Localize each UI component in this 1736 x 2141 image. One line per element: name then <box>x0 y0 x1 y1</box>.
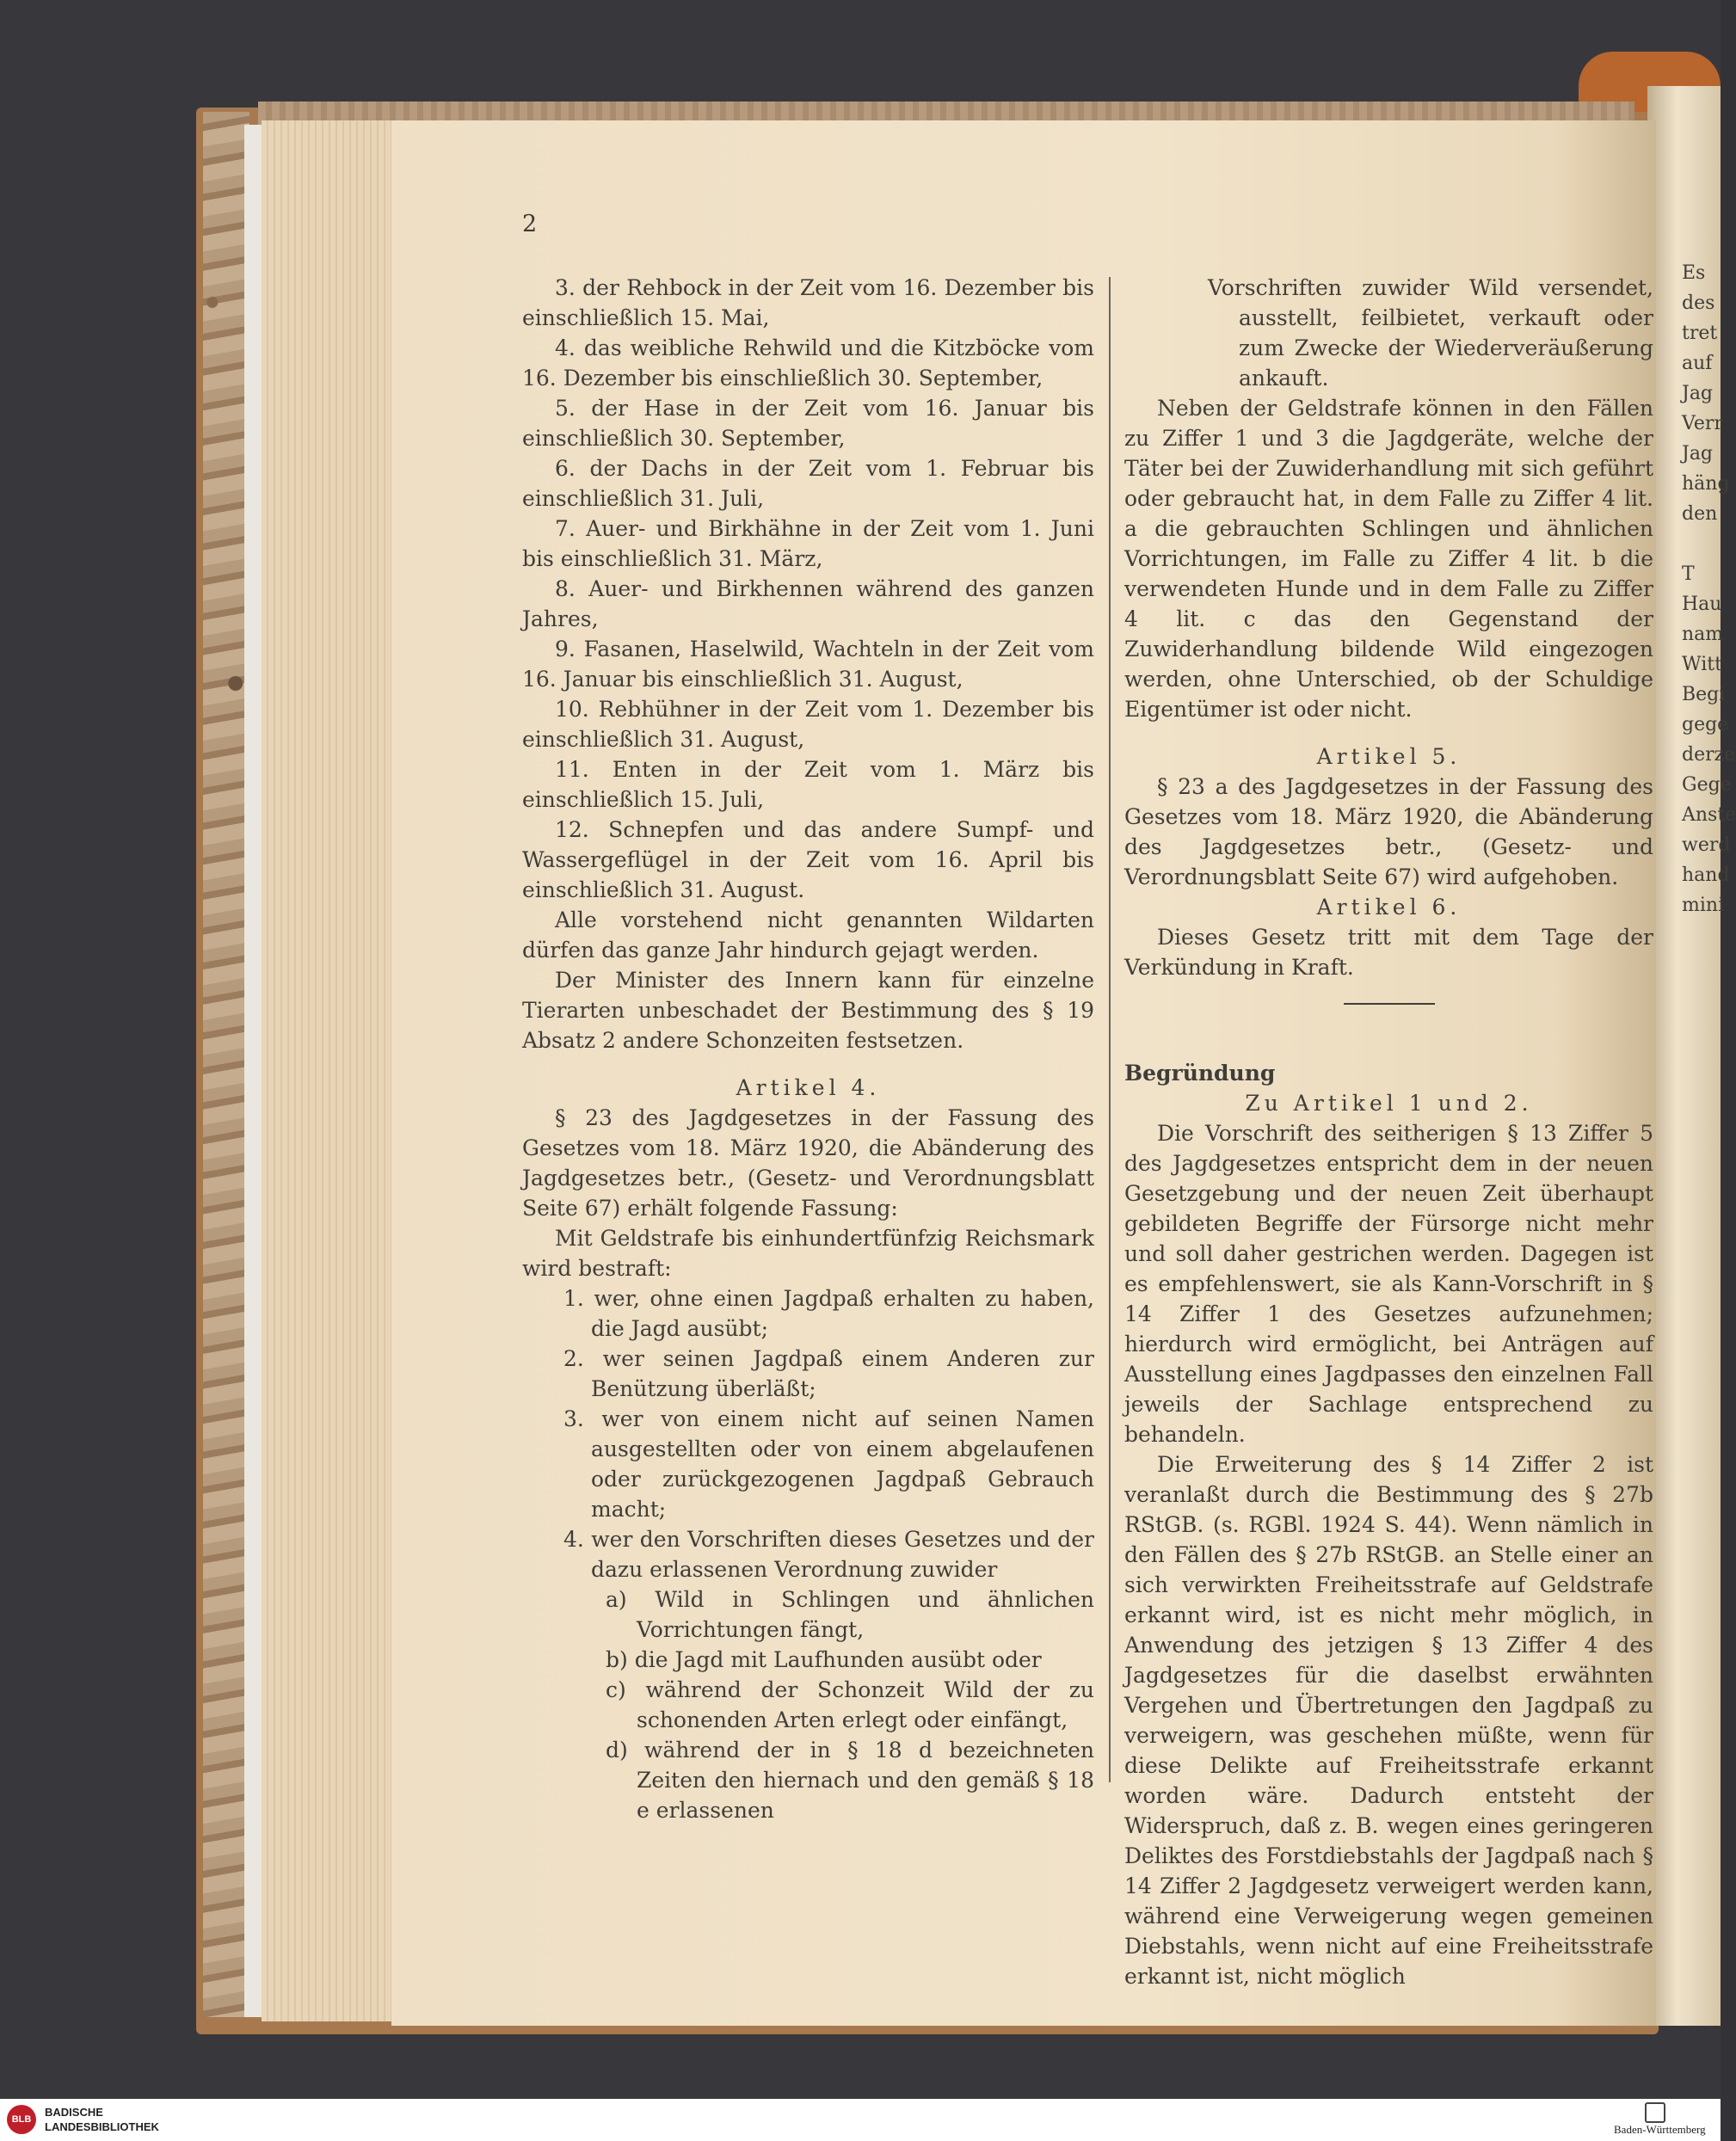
sub-list-item: a) Wild in Schlingen und ähnlichen Vorrichtungen fängt, <box>606 1587 1094 1642</box>
state-name: Baden-Württemberg <box>1614 2123 1706 2136</box>
page-edges <box>262 120 399 2021</box>
spacer <box>1124 724 1653 741</box>
facing-page-fragment: häng <box>1682 473 1730 495</box>
paragraph: 6. der Dachs in der Zeit vom 1. Februar bis einschließlich 31. Juli, <box>522 456 1094 511</box>
marbled-endpaper <box>203 112 249 2017</box>
page-number: 2 <box>522 211 538 237</box>
list-item: 4. wer den Vorschriften dieses Gesetzes und der dazu erlassenen Verordnung zuwider <box>563 1527 1094 1582</box>
facing-page-fragment: Es <box>1682 262 1706 284</box>
facing-page-fragment: T <box>1682 563 1695 585</box>
page-strip <box>244 125 263 2017</box>
facing-page-fragment: werd <box>1682 834 1731 856</box>
blb-logo-icon[interactable]: BLB <box>7 2105 36 2134</box>
library-name <box>45 2105 159 2134</box>
facing-page-fragment: des <box>1682 292 1715 314</box>
paragraph: Die Erweiterung des § 14 Ziffer 2 ist veranlaßt durch die Bestimmung des § 27b RStGB. (s. RGBl. 1924 S. 44). Wenn nämlich in den Fällen des § 27b RStGB. an Stelle einer an sich verwirkten Freiheitsstrafe auf Geldstrafe erkannt wird, ist es nicht mehr möglich, in Anwendung des jetzigen § 13 Ziffer 4 des Jagdgesetzes für die daselbst erwähnten Vergehen und Übertretungen den Jagdpaß zu verweigern, was geschehen müßte, wenn für diese Delikte auf Freiheitsstrafe erkannt worden wäre. Dadurch entsteht der Widerspruch, daß z. B. wegen eines geringeren Deliktes des Forstdiebstahls der Jagdpaß nach § 14 Ziffer 2 Jagdgesetz verweigert werden kann, während eine Verweigerung wegen gemeinen Diebstahls, wenn nicht auf eine Freiheitsstrafe erkannt ist, nicht möglich <box>1124 1452 1653 1989</box>
facing-page-fragment: Witt <box>1682 654 1722 675</box>
paragraph: 9. Fasanen, Haselwild, Wachteln in der Zeit vom 16. Januar bis einschließlich 31. August, <box>522 637 1094 692</box>
paragraph: 11. Enten in der Zeit vom 1. März bis einschließlich 15. Juli, <box>522 757 1094 812</box>
list-item: 3. wer von einem nicht auf seinen Namen ausgestellten oder von einem abgelaufenen oder zurückgezogenen Jagdpaß Gebrauch macht; <box>563 1406 1094 1522</box>
list-item: 1. wer, ohne einen Jagdpaß erhalten zu haben, die Jagd ausübt; <box>563 1286 1094 1341</box>
facing-page-fragment: derze <box>1682 744 1736 766</box>
facing-page-fragment: Jag <box>1682 443 1714 464</box>
left-text-column <box>522 273 1094 1825</box>
facing-page-fragment: auf <box>1682 353 1713 374</box>
paragraph: Der Minister des Innern kann für einzelne Tierarten unbeschadet der Bestimmung des § 19 Absatz 2 andere Schonzeiten festsetzen. <box>522 968 1094 1053</box>
facing-page-fragment: Gege <box>1682 774 1732 796</box>
right-text-column <box>1124 273 1653 1991</box>
footer-bar <box>0 2099 1721 2141</box>
facing-page-fragment: Hau <box>1682 594 1722 615</box>
paragraph: 4. das weibliche Rehwild und die Kitzböcke vom 16. Dezember bis einschließlich 30. September, <box>522 335 1094 391</box>
facing-page-fragment <box>1682 529 1721 559</box>
article-heading: Artikel 5. <box>1316 744 1462 769</box>
facing-page-fragment: Begi <box>1682 684 1726 705</box>
facing-page-fragment: Verr <box>1682 413 1723 434</box>
paragraph: 5. der Hase in der Zeit vom 16. Januar bis einschließlich 30. September, <box>522 396 1094 451</box>
facing-page-fragment: mini <box>1682 895 1725 916</box>
paragraph: § 23 a des Jagdgesetzes in der Fassung des Gesetzes vom 18. März 1920, die Abänderung des Jagdgesetzes betr., (Gesetz- und Verordnungsblatt Seite 67) wird aufgehoben. <box>1124 774 1653 889</box>
paragraph: 10. Rebhühner in der Zeit vom 1. Dezember bis einschließlich 31. August, <box>522 697 1094 752</box>
article-heading: Zu Artikel 1 und 2. <box>1245 1091 1533 1116</box>
column-divider <box>1109 277 1111 1782</box>
paragraph: § 23 des Jagdgesetzes in der Fassung des Gesetzes vom 18. März 1920, die Abänderung des Jagdgesetzes betr., (Gesetz- und Verordnungsblatt Seite 67) erhält folgende Fassung: <box>522 1105 1094 1221</box>
facing-page-fragment: hand <box>1682 864 1730 886</box>
article-heading: Artikel 4. <box>736 1075 881 1100</box>
section-rule <box>1344 1003 1435 1005</box>
paragraph: Dieses Gesetz tritt mit dem Tage der Verkündung in Kraft. <box>1124 925 1653 980</box>
library-name-line1: BADISCHE <box>45 2106 103 2119</box>
sub-list-item: c) während der Schonzeit Wild der zu schonenden Arten erlegt oder einfängt, <box>606 1677 1094 1732</box>
paragraph: Mit Geldstrafe bis einhundertfünfzig Reichsmark wird bestraft: <box>522 1226 1094 1281</box>
paragraph: 12. Schnepfen und das andere Sumpf- und Wassergeflügel in der Zeit vom 16. April bis einschließlich 31. August. <box>522 817 1094 902</box>
coat-of-arms-icon <box>1645 2102 1665 2123</box>
list-item: 2. wer seinen Jagdpaß einem Anderen zur Benützung überläßt; <box>563 1346 1094 1401</box>
paragraph: 8. Auer- und Birkhennen während des ganzen Jahres, <box>522 576 1094 631</box>
paragraph: Alle vorstehend nicht genannten Wildarten dürfen das ganze Jahr hindurch gejagt werden. <box>522 907 1094 963</box>
sub-list-item: b) die Jagd mit Laufhunden ausübt oder <box>606 1647 1042 1672</box>
spacer <box>522 1055 1094 1073</box>
section-heading: Begründung <box>1124 1061 1276 1086</box>
sub-list-item: d) während der in § 18 d bezeichneten Zeiten den hiernach und den gemäß § 18 e erlassenen <box>606 1738 1094 1823</box>
paragraph: 3. der Rehbock in der Zeit vom 16. Dezember bis einschließlich 15. Mai, <box>522 275 1094 330</box>
sub-list-item: Vorschriften zuwider Wild versendet, ausstellt, feilbietet, verkauft oder zum Zwecke der Wiederveräußerung ankauft. <box>1208 275 1653 391</box>
library-name-line2: LANDESBIBLIOTHEK <box>45 2120 159 2133</box>
facing-page-fragment: nam <box>1682 624 1724 645</box>
paragraph: Neben der Geldstrafe können in den Fällen zu Ziffer 1 und 3 die Jagdgeräte, welche der Täter bei der Zuwiderhandlung mit sich geführt oder gebraucht hat, in dem Falle zu Ziffer 4 lit. a die gebrauchten Schlingen und ähnlichen Vorrichtungen, im Falle zu Ziffer 4 lit. b die verwendeten Hunde und in dem Falle zu Ziffer 4 lit. c das den Gegenstand der Zuwiderhandlung bildende Wild eingezogen werden, ohne Unterschied, ob der Schuldige Eigentümer ist oder nicht. <box>1124 396 1653 722</box>
facing-page-fragment: den <box>1682 503 1718 525</box>
paragraph: 7. Auer- und Birkhähne in der Zeit vom 1. Juni bis einschließlich 31. März, <box>522 516 1094 571</box>
facing-page-fragment: gege <box>1682 714 1729 735</box>
facing-page-fragment: tret <box>1682 323 1718 344</box>
facing-page-fragment: Jag <box>1682 383 1714 404</box>
paragraph: Die Vorschrift des seitherigen § 13 Ziffer 5 des Jagdgesetzes entspricht dem in der neuen Gesetzgebung und der neuen Zeit überhaupt gebildeten Begriffe der Fürsorge nicht mehr und soll daher gestrichen werden. Dagegen ist es empfehlenswert, sie als Kann-Vorschrift in § 14 Ziffer 1 des Gesetzes aufzunehmen; hierdurch wird ermöglicht, bei Anträgen auf Ausstellung eines Jagdpasses den einzelnen Fall jeweils der Sachlage entsprechend zu behandeln. <box>1124 1121 1653 1447</box>
facing-page-text <box>1682 258 1736 920</box>
article-heading: Artikel 6. <box>1316 895 1462 920</box>
facing-page-fragment: Anste <box>1682 804 1736 826</box>
